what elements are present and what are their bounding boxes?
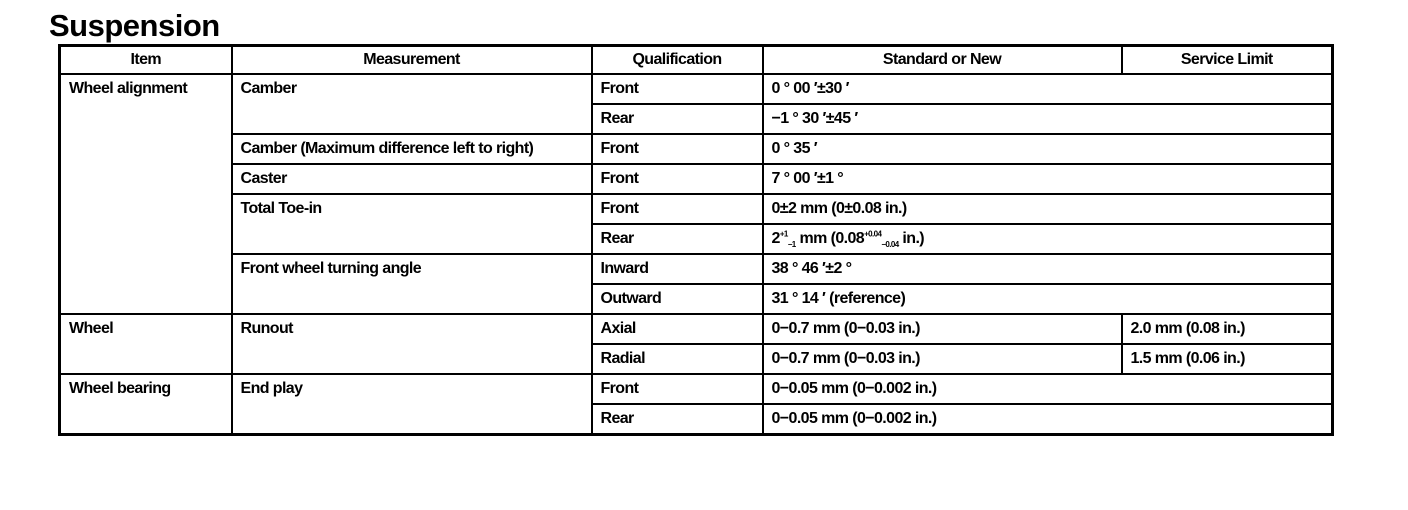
measurement-cell: Front wheel turning angle [232,254,592,314]
toe-in-minus-tolerance-in: −0.04 [881,240,899,250]
service-limit-cell: 1.5 mm (0.06 in.) [1122,344,1333,374]
toe-in-plus-tolerance: +1 [779,229,788,239]
measurement-cell: Total Toe-in [232,194,592,254]
table-row [60,194,1333,224]
item-cell: Wheel [60,314,232,374]
standard-cell [763,224,1333,254]
standard-cell: −1 ° 30 ′±45 ′ [763,104,1333,134]
qualification-cell: Rear [592,104,763,134]
standard-cell: 0−0.7 mm (0−0.03 in.) [763,314,1122,344]
header-measurement: Measurement [232,46,592,75]
header-item: Item [60,46,232,75]
table-header-row [60,46,1333,75]
standard-cell: 31 ° 14 ′ (reference) [763,284,1333,314]
qualification-cell: Rear [592,224,763,254]
service-limit-cell: 2.0 mm (0.08 in.) [1122,314,1333,344]
qualification-cell: Front [592,134,763,164]
table-row [60,164,1333,194]
toe-in-base: 2 [771,230,780,247]
page-title: Suspension [49,8,220,43]
qualification-cell: Inward [592,254,763,284]
suspension-spec-table [58,44,1334,436]
standard-cell: 0 ° 35 ′ [763,134,1333,164]
measurement-cell: Camber [232,74,592,134]
qualification-cell: Rear [592,404,763,435]
qualification-cell: Front [592,194,763,224]
qualification-cell: Front [592,74,763,104]
standard-cell: 38 ° 46 ′±2 ° [763,254,1333,284]
table-row [60,134,1333,164]
item-cell: Wheel alignment [60,74,232,314]
qualification-cell: Outward [592,284,763,314]
standard-cell: 0−0.05 mm (0−0.002 in.) [763,404,1333,435]
item-cell: Wheel bearing [60,374,232,435]
standard-cell: 0−0.05 mm (0−0.002 in.) [763,374,1333,404]
table-row [60,254,1333,284]
qualification-cell: Radial [592,344,763,374]
qualification-cell: Axial [592,314,763,344]
qualification-cell: Front [592,164,763,194]
measurement-cell: Caster [232,164,592,194]
standard-cell: 0±2 mm (0±0.08 in.) [763,194,1333,224]
header-service-limit: Service Limit [1122,46,1333,75]
standard-cell: 7 ° 00 ′±1 ° [763,164,1333,194]
toe-in-end: in.) [898,230,925,247]
measurement-cell: Runout [232,314,592,374]
toe-in-minus-tolerance: −1 [787,240,796,250]
toe-in-mid: mm (0.08 [795,230,865,247]
standard-cell: 0 ° 00 ′±30 ′ [763,74,1333,104]
toe-in-plus-tolerance-in: +0.04 [864,229,882,239]
header-standard: Standard or New [763,46,1122,75]
standard-cell: 0−0.7 mm (0−0.03 in.) [763,344,1122,374]
measurement-cell: Camber (Maximum difference left to right) [232,134,592,164]
measurement-cell: End play [232,374,592,435]
table-row [60,374,1333,404]
header-qualification: Qualification [592,46,763,75]
table-row [60,74,1333,104]
qualification-cell: Front [592,374,763,404]
table-row [60,314,1333,344]
